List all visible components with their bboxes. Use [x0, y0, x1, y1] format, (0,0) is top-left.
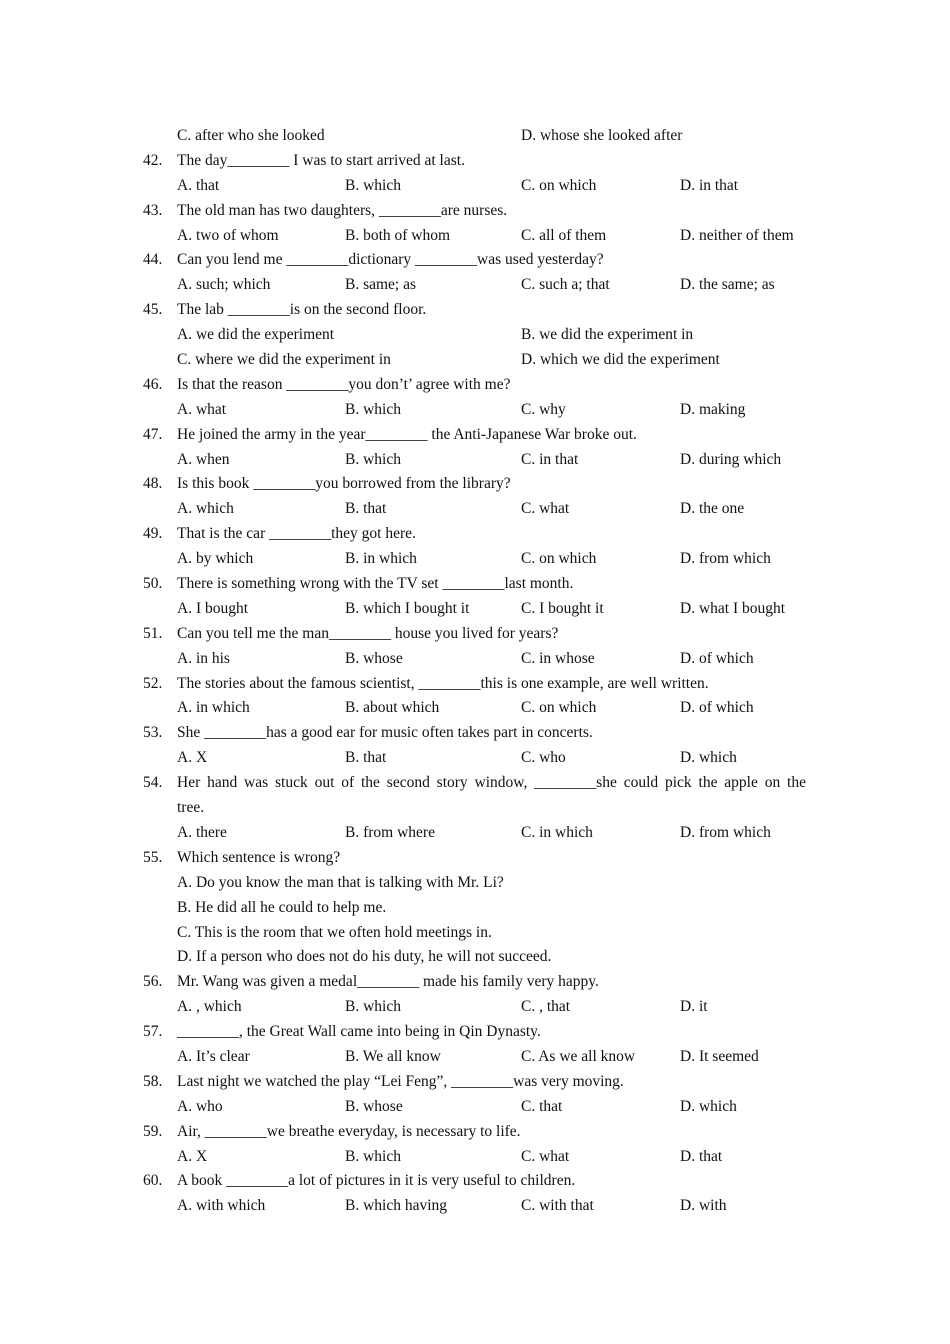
option-a: A. what: [177, 400, 227, 418]
question-stem-row: [0, 721, 950, 746]
option-row: [0, 124, 950, 149]
option-a: A. that: [177, 176, 220, 194]
option-c: C. where we did the experiment in: [177, 351, 391, 369]
option-d: D. If a person who does not do his duty, he will not succeed.: [177, 948, 552, 966]
question-stem-row: [0, 672, 950, 697]
question-stem: He joined the army in the year________ the Anti-Japanese War broke out.: [177, 425, 637, 443]
option-row: [0, 348, 950, 373]
option-row: [0, 1194, 950, 1219]
exam-page: [0, 124, 950, 1219]
option-c: C. on which: [521, 176, 597, 194]
option-b: B. which: [345, 1147, 401, 1165]
question-stem-row: [0, 248, 950, 273]
question-stem: That is the car ________they got here.: [177, 525, 416, 543]
option-c: C. on which: [521, 550, 597, 568]
option-row: [0, 174, 950, 199]
option-c: C. with that: [521, 1197, 594, 1215]
question-stem-row: [0, 1169, 950, 1194]
option-row: [0, 597, 950, 622]
question-stem-row: [0, 298, 950, 323]
option-row: [0, 1095, 950, 1120]
option-c: C. why: [521, 400, 566, 418]
question-number: 48.: [143, 475, 163, 493]
option-d: D. which we did the experiment: [521, 351, 720, 369]
option-d: D. from which: [680, 550, 771, 568]
question-number: 43.: [143, 201, 163, 219]
question-number: 55.: [143, 848, 163, 866]
option-d: D. whose she looked after: [521, 127, 683, 144]
option-b: B. which having: [345, 1197, 448, 1215]
option-a: A. which: [177, 500, 234, 518]
option-a: A. we did the experiment: [177, 326, 335, 344]
option-a: A. when: [177, 450, 230, 468]
option-a: A. by which: [177, 550, 254, 568]
question-stem: Is that the reason ________you don’t’ agree with me?: [177, 375, 511, 393]
option-a: A. two of whom: [177, 226, 279, 244]
option-b: B. which: [345, 998, 401, 1016]
option-row: [0, 448, 950, 473]
option-d: D. of which: [680, 649, 754, 667]
option-row: [0, 945, 950, 970]
question-stem: Last night we watched the play “Lei Feng”, ________was very moving.: [177, 1072, 624, 1090]
option-d: D. neither of them: [680, 226, 794, 244]
option-row: [0, 497, 950, 522]
option-b: B. that: [345, 749, 387, 767]
question-number: 57.: [143, 1023, 163, 1041]
option-d: D. with: [680, 1197, 727, 1215]
option-b: B. that: [345, 500, 387, 518]
option-row: [0, 647, 950, 672]
question-stem: Her hand was stuck out of the second story window, ________she could pick the apple on the: [177, 774, 806, 792]
option-d: D. which: [680, 749, 737, 767]
question-stem: ________, the Great Wall came into being in Qin Dynasty.: [177, 1023, 541, 1041]
question-stem: Can you tell me the man________ house you lived for years?: [177, 624, 559, 642]
question-stem: Which sentence is wrong?: [177, 848, 341, 866]
question-stem: Air, ________we breathe everyday, is necessary to life.: [177, 1122, 521, 1140]
question-stem-row: [0, 970, 950, 995]
question-stem: Mr. Wang was given a medal________ made his family very happy.: [177, 973, 599, 991]
option-b: B. same; as: [345, 276, 417, 294]
option-row: [0, 821, 950, 846]
option-b: B. we did the experiment in: [521, 326, 694, 344]
option-a: A. X: [177, 749, 208, 767]
question-number: 60.: [143, 1172, 163, 1190]
question-number: 42.: [143, 151, 163, 169]
question-number: 52.: [143, 674, 163, 692]
option-row: [0, 746, 950, 771]
option-c: C. , that: [521, 998, 571, 1016]
question-stem-row: [0, 472, 950, 497]
question-stem: Can you lend me ________dictionary ________was used yesterday?: [177, 251, 604, 269]
option-a: A. in which: [177, 699, 250, 717]
question-number: 44.: [143, 251, 163, 269]
option-row: [0, 398, 950, 423]
option-d: D. what I bought: [680, 599, 786, 617]
option-b: B. which I bought it: [345, 599, 470, 617]
option-row: [0, 921, 950, 946]
option-b: B. both of whom: [345, 226, 451, 244]
question-stem-row: [0, 199, 950, 224]
option-c: C. such a; that: [521, 276, 610, 294]
option-a: A. X: [177, 1147, 208, 1165]
option-row: [0, 696, 950, 721]
option-row: [0, 1045, 950, 1070]
option-c: C. after who she looked: [177, 127, 325, 144]
question-number: 50.: [143, 575, 163, 593]
option-d: D. in that: [680, 176, 739, 194]
question-number: 58.: [143, 1072, 163, 1090]
question-list: [0, 149, 950, 1219]
option-a: A. such; which: [177, 276, 271, 294]
question-stem-continuation-row: [0, 796, 950, 821]
question-stem: She ________has a good ear for music often takes part in concerts.: [177, 724, 593, 742]
question-stem-row: [0, 846, 950, 871]
option-row: [0, 273, 950, 298]
option-row: [0, 323, 950, 348]
question-stem-row: [0, 1020, 950, 1045]
option-c: C. I bought it: [521, 599, 604, 617]
option-c: C. what: [521, 1147, 570, 1165]
option-a: A. Do you know the man that is talking with Mr. Li?: [177, 873, 504, 891]
option-d: D. the same; as: [680, 276, 775, 294]
question-stem: Is this book ________you borrowed from the library?: [177, 475, 511, 493]
question-stem-row: [0, 771, 950, 796]
option-d: D. during which: [680, 450, 782, 468]
question-stem-continuation: tree.: [177, 799, 205, 817]
question-stem-row: [0, 1070, 950, 1095]
option-d: D. It seemed: [680, 1047, 759, 1065]
question-number: 45.: [143, 301, 163, 319]
option-c: C. who: [521, 749, 566, 767]
option-c: C. in whose: [521, 649, 595, 667]
option-b: B. He did all he could to help me.: [177, 898, 387, 916]
option-c: C. in that: [521, 450, 579, 468]
option-b: B. which: [345, 176, 401, 194]
option-d: D. from which: [680, 823, 771, 841]
question-number: 49.: [143, 525, 163, 543]
option-c: C. all of them: [521, 226, 607, 244]
option-a: A. who: [177, 1097, 223, 1115]
option-a: A. I bought: [177, 599, 249, 617]
option-b: B. from where: [345, 823, 435, 841]
option-b: B. We all know: [345, 1047, 441, 1065]
option-a: A. It’s clear: [177, 1047, 250, 1065]
question-number: 54.: [143, 774, 163, 792]
question-number: 53.: [143, 724, 163, 742]
question-stem: The old man has two daughters, ________are nurses.: [177, 201, 508, 219]
option-a: A. , which: [177, 998, 242, 1016]
option-b: B. about which: [345, 699, 440, 717]
option-b: B. which: [345, 400, 401, 418]
question-stem-row: [0, 1120, 950, 1145]
option-b: B. whose: [345, 649, 403, 667]
question-stem: A book ________a lot of pictures in it is very useful to children.: [177, 1172, 576, 1190]
option-c: C. that: [521, 1097, 563, 1115]
option-a: A. with which: [177, 1197, 266, 1215]
question-number: 47.: [143, 425, 163, 443]
option-d: D. that: [680, 1147, 723, 1165]
question-stem-row: [0, 522, 950, 547]
question-number: 59.: [143, 1122, 163, 1140]
question-stem-row: [0, 149, 950, 174]
option-d: D. the one: [680, 500, 745, 518]
question-stem: The day________ I was to start arrived at last.: [177, 151, 465, 169]
option-c: C. This is the room that we often hold meetings in.: [177, 923, 492, 941]
question-stem: There is something wrong with the TV set ________last month.: [177, 575, 574, 593]
option-row: [0, 995, 950, 1020]
question-number: 46.: [143, 375, 163, 393]
option-d: D. it: [680, 998, 708, 1016]
option-d: D. of which: [680, 699, 754, 717]
question-stem-row: [0, 572, 950, 597]
option-d: D. making: [680, 400, 746, 418]
option-a: A. there: [177, 823, 227, 841]
question-stem: The lab ________is on the second floor.: [177, 301, 427, 319]
option-row: [0, 896, 950, 921]
option-c: C. in which: [521, 823, 593, 841]
option-c: C. on which: [521, 699, 597, 717]
question-stem-row: [0, 423, 950, 448]
question-stem: The stories about the famous scientist, ________this is one example, are well written.: [177, 674, 709, 692]
question-number: 56.: [143, 973, 163, 991]
option-row: [0, 547, 950, 572]
question-stem-row: [0, 373, 950, 398]
option-row: [0, 1145, 950, 1170]
option-b: B. whose: [345, 1097, 403, 1115]
option-a: A. in his: [177, 649, 230, 667]
option-c: C. As we all know: [521, 1047, 636, 1065]
option-b: B. in which: [345, 550, 417, 568]
option-d: D. which: [680, 1097, 737, 1115]
option-row: [0, 224, 950, 249]
option-row: [0, 871, 950, 896]
option-c: C. what: [521, 500, 570, 518]
question-stem-row: [0, 622, 950, 647]
question-number: 51.: [143, 624, 163, 642]
option-b: B. which: [345, 450, 401, 468]
